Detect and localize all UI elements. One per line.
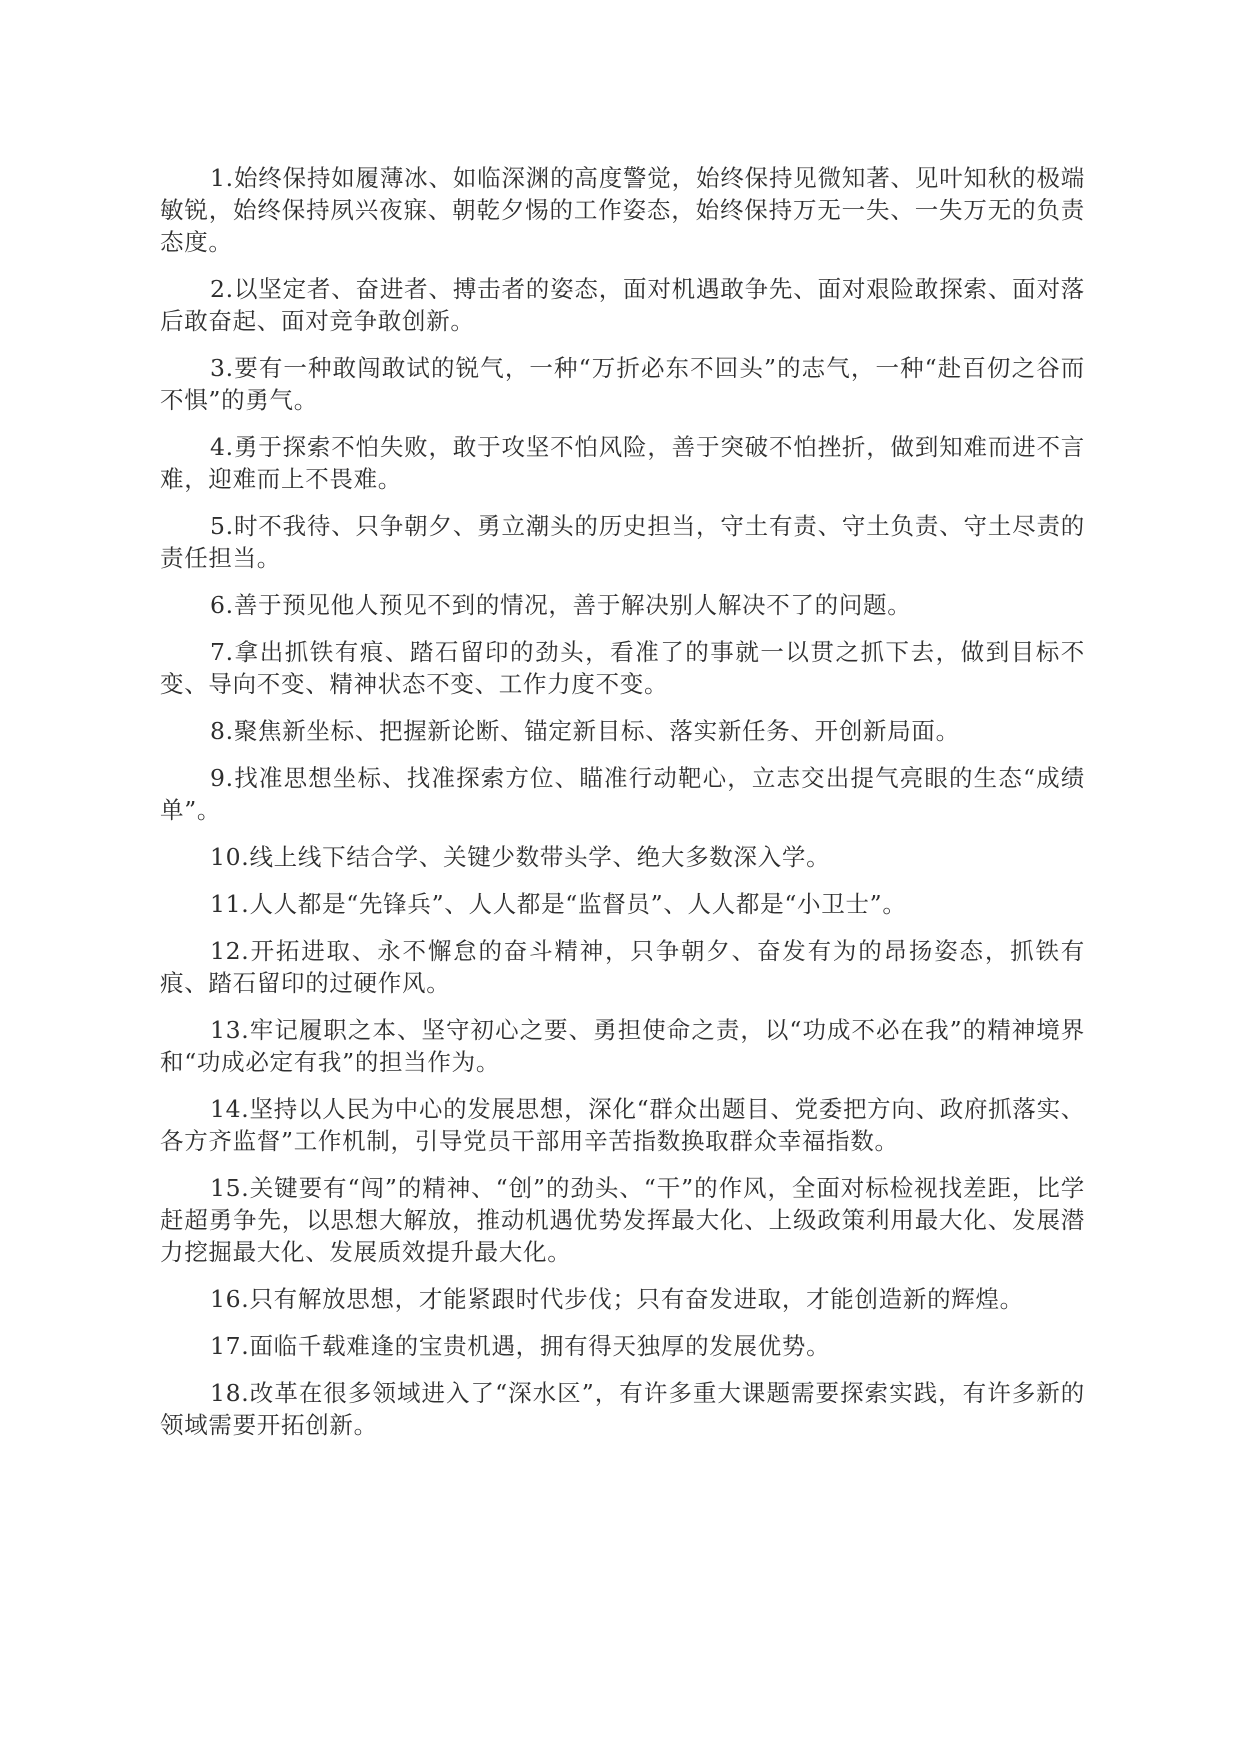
paragraph-2: 2.以坚定者、奋进者、搏击者的姿态，面对机遇敢争先、面对艰险敢探索、面对落后敢奋起、面对竞争敢创新。 — [160, 275, 1085, 335]
paragraph-17: 17.面临千载难逢的宝贵机遇，拥有得天独厚的发展优势。 — [210, 1332, 831, 1360]
paragraph-18: 18.改革在很多领域进入了“深水区”，有许多重大课题需要探索实践，有许多新的领域需要开拓创新。 — [160, 1379, 1085, 1439]
paragraph-16: 16.只有解放思想，才能紧跟时代步伐；只有奋发进取，才能创造新的辉煌。 — [210, 1285, 1024, 1313]
paragraph-10: 10.线上线下结合学、关键少数带头学、绝大多数深入学。 — [210, 843, 831, 871]
paragraph-7: 7.拿出抓铁有痕、踏石留印的劲头，看准了的事就一以贯之抓下去，做到目标不变、导向不变、精神状态不变、工作力度不变。 — [160, 638, 1085, 698]
document-body — [160, 162, 1085, 1456]
paragraph-3: 3.要有一种敢闯敢试的锐气，一种“万折必东不回头”的志气，一种“赴百仞之谷而不惧”的勇气。 — [160, 354, 1085, 414]
paragraph-9: 9.找准思想坐标、找准探索方位、瞄准行动靶心，立志交出提气亮眼的生态“成绩单”。 — [160, 764, 1085, 824]
paragraph-12: 12.开拓进取、永不懈怠的奋斗精神，只争朝夕、奋发有为的昂扬姿态，抓铁有痕、踏石留印的过硬作风。 — [160, 937, 1085, 997]
paragraph-1: 1.始终保持如履薄冰、如临深渊的高度警觉，始终保持见微知著、见叶知秋的极端敏锐，始终保持夙兴夜寐、朝乾夕惕的工作姿态，始终保持万无一失、一失万无的负责态度。 — [160, 164, 1085, 256]
paragraph-11: 11.人人都是“先锋兵”、人人都是“监督员”、人人都是“小卫士”。 — [210, 890, 907, 918]
paragraph-13: 13.牢记履职之本、坚守初心之要、勇担使命之责，以“功成不必在我”的精神境界和“功成必定有我”的担当作为。 — [160, 1016, 1085, 1076]
paragraph-4: 4.勇于探索不怕失败，敢于攻坚不怕风险，善于突破不怕挫折，做到知难而进不言难，迎难而上不畏难。 — [160, 433, 1085, 493]
paragraph-8: 8.聚焦新坐标、把握新论断、锚定新目标、落实新任务、开创新局面。 — [210, 717, 960, 745]
paragraph-15: 15.关键要有“闯”的精神、“创”的劲头、“干”的作风，全面对标检视找差距，比学赶超勇争先，以思想大解放，推动机遇优势发挥最大化、上级政策利用最大化、发展潜力挖掘最大化、发展质效提升最大化。 — [160, 1174, 1085, 1266]
paragraph-6: 6.善于预见他人预见不到的情况，善于解决别人解决不了的问题。 — [210, 591, 912, 619]
paragraph-14: 14.坚持以人民为中心的发展思想，深化“群众出题目、党委把方向、政府抓落实、各方齐监督”工作机制，引导党员干部用辛苦指数换取群众幸福指数。 — [160, 1095, 1085, 1155]
paragraph-5: 5.时不我待、只争朝夕、勇立潮头的历史担当，守土有责、守土负责、守土尽责的责任担当。 — [160, 512, 1085, 572]
